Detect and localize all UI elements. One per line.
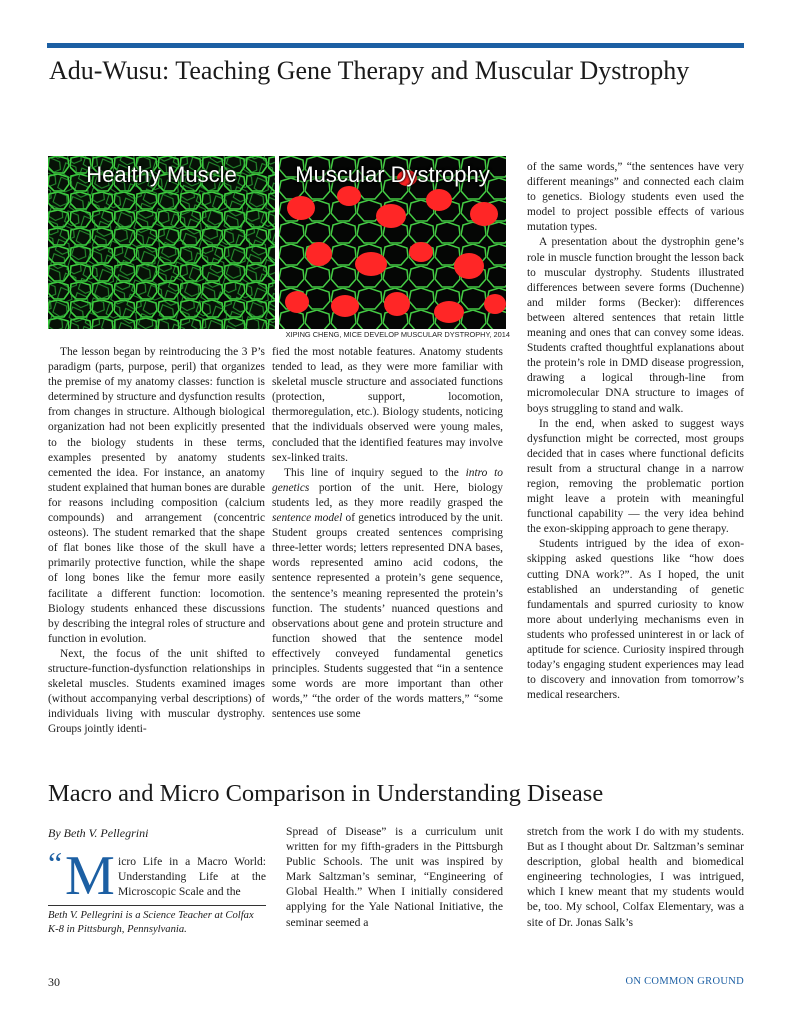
paragraph: stretch from the work I do with my students. But as I thought about Dr. Saltzman’s seminar description, global health and biomedical engineering technologies, I was intrigued, which I knew meant that my students would be, too. My school, Colfax Elementary, was a site of Dr. Jonas Salk’s — [527, 825, 744, 929]
page-number: 30 — [48, 975, 60, 989]
text-run: of genetics introduced by the unit. Student groups created sentences comprising three-letter words; letters represented DNA bases, words represented amino acid codons, the sentence represented a protein’s gene sequence, the sentence’s meaning represented the protein’s function. The students’ nuanced questions and observations about gene and protein structure and function showed that the sentence model effectively conveyed fundamental genetics principles. Students suggested that “in a sentence some words are more important than other words,” “the order of the words matters,” “some sentences use some — [272, 512, 503, 721]
text-run: This line of inquiry segued to the — [284, 466, 466, 479]
article2-column-3 — [527, 824, 744, 930]
muscle-figure — [48, 156, 510, 329]
author-bio: Beth V. Pellegrini is a Science Teacher at Colfax K-8 in Pittsburgh, Pennsylvania. — [48, 905, 266, 937]
header-rule — [47, 43, 744, 48]
dystrophy-muscle-image — [279, 156, 506, 329]
paragraph: The lesson began by reintroducing the 3 P’s paradigm (parts, purpose, peril) that organizes the premise of my anatomy classes: function is determined by structure and dysfunction results from changes in structure. Although biological organization had not been explicitly presented to the biology students in these terms, examples presented by anatomy students cemented the idea. For instance, an anatomy student explained that human bones are durable for reasons including composition (calcium compounds) and arrangement (concentric osteons). The student remarked that the shape of flat bones like those of the skull have a primarily protective function, while the shape of long bones like the femur more easily facilitate a different function: locomotion. Biology students enhanced these discussions by describing the integral roles of structure and function in evolution. — [48, 346, 265, 645]
paragraph: A presentation about the dystrophin gene’s role in muscle function brought the lesson back to muscular dystrophy. Students illustrated differences between severe forms (Duchenne) and milder forms (Becker): differences between altered sentences that retain little meaning and ones that can convey some ideas. Students crafted thoughtful explanations about the protein’s role in DMD disease progression, drawing a logical through-line from micromolecular DNA structure to images of boys struggling to stand and walk. — [527, 236, 744, 415]
image-credit: XIPING CHENG, MICE DEVELOP MUSCULAR DYSTROPHY, 2014 — [285, 330, 510, 339]
paragraph: Students intrigued by the idea of exon-skipping asked questions like “how does cutting DNA work?”. As I hoped, the unit established an understanding of genetic fundamentals and spurred curiosity to know more about underlying mechanisms even in students who professed uninterest in or lack of aptitude for science. Curiosity inspired through today’s engaging student experiences may lead to discovery and innovation from tomorrow’s medical researchers. — [527, 538, 744, 702]
open-quote: “ — [48, 845, 63, 881]
text-run: portion of the unit. Here, biology students led, as they more readily grasped the — [272, 481, 503, 509]
emphasis-sentence-model: sentence model — [272, 512, 343, 525]
drop-cap: M — [65, 845, 115, 907]
paragraph — [272, 466, 503, 723]
article1-column-3 — [527, 160, 744, 703]
healthy-muscle-image — [48, 156, 275, 329]
paragraph: of the same words,” “the sentences have very different meanings” and connected each claim to genetics. Biology students even used the model to project possible effects of various mutation types. — [527, 161, 744, 234]
article-title: Adu-Wusu: Teaching Gene Therapy and Muscular Dystrophy — [49, 56, 690, 85]
article2-intro — [48, 845, 266, 907]
emphasis-intro-to-genetics: intro to genetics — [272, 466, 503, 494]
paragraph: Spread of Disease” is a curriculum unit written for my fifth-graders in the Pittsburgh Public Schools. The unit was inspired by Mark Saltzman’s seminar, “Engineering of Global Health.” When I initially considered applying for the Yale National Initiative, the seminar seemed a — [286, 825, 503, 929]
paragraph: fied the most notable features. Anatomy students tended to lead, as they were more familiar with skeletal muscle structure and associated functions (protection, support, locomotion, thermoregulation, etc.). Biology students, noticing that the individuals observed were young males, concluded that the identified features may involve sex-linked traits. — [272, 346, 503, 464]
article2-title: Macro and Micro Comparison in Understanding Disease — [48, 780, 604, 807]
article1-column-1 — [48, 345, 265, 737]
byline: By Beth V. Pellegrini — [48, 826, 149, 840]
article2-column-2 — [286, 824, 503, 930]
intro-text: icro Life in a Macro World: Understanding Life at the Microscopic Scale and the — [118, 855, 266, 899]
paragraph: In the end, when asked to suggest ways dysfunction might be corrected, most groups decided that in cases where functional deficits result from a structural change in a narrow region, removing the problematic portion might leave a protein with meaningful functional capability — the very idea behind the exon-skipping approach to gene therapy. — [527, 417, 744, 536]
healthy-muscle-label: Healthy Muscle — [86, 162, 237, 187]
dystrophy-muscle-label: Muscular Dystrophy — [295, 162, 490, 187]
paragraph: Next, the focus of the unit shifted to structure-function-dysfunction relationships in skeletal muscles. Students examined images (without accompanying verbal descriptions) of individuals living with muscular dystrophy. Groups jointly identi- — [48, 647, 265, 736]
publication-name: ON COMMON GROUND — [625, 976, 744, 987]
article1-column-2 — [272, 345, 503, 722]
